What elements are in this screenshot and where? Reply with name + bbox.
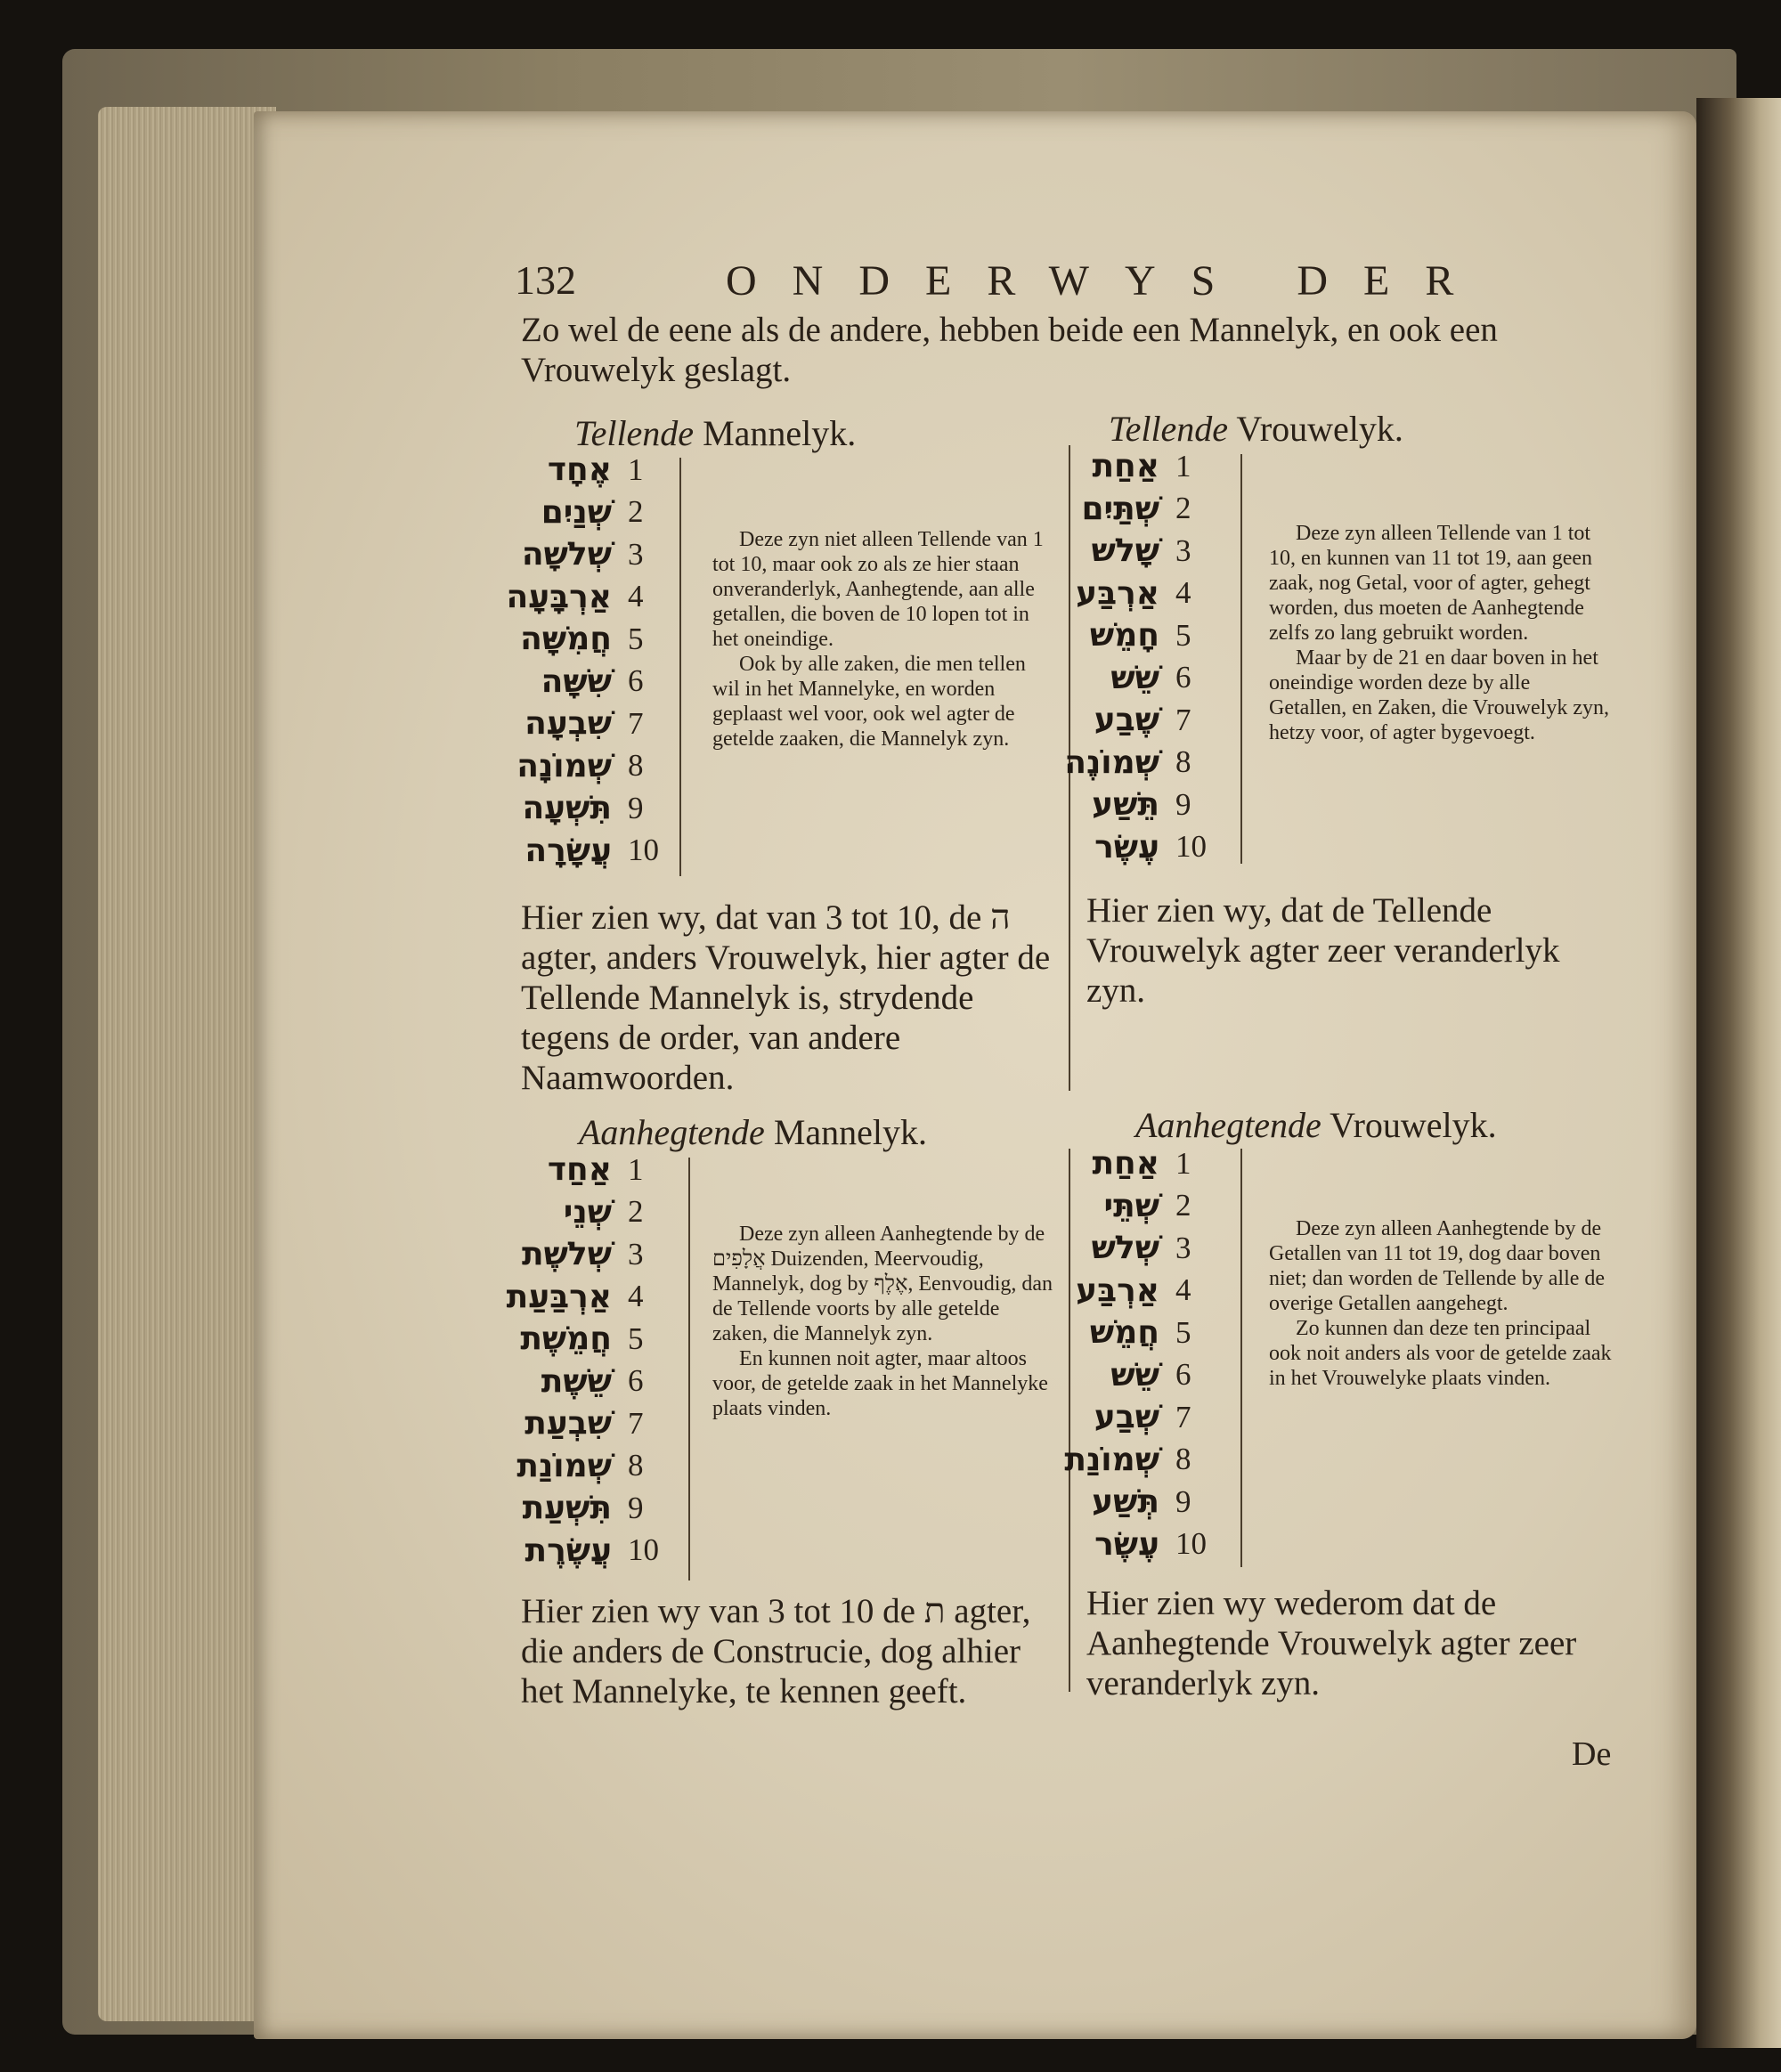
- numeral-row: [1051, 1312, 1224, 1354]
- hebrew-numeral: שְׁמוֹנָה: [516, 747, 612, 784]
- hebrew-numeral: אַרְבַּע: [1076, 574, 1159, 612]
- arabic-numeral: 7: [1175, 1399, 1191, 1434]
- note-paragraph: Zo kunnen dan deze ten principaal ook noit anders als voor de getelde zaak in het Vrouwelyke plaats vinden.: [1269, 1317, 1612, 1390]
- page-number: 132: [515, 257, 576, 303]
- numeral-row: [1051, 742, 1224, 784]
- numeral-row: [499, 830, 677, 873]
- hebrew-numeral: חֲמֵשֶׁת: [520, 1320, 612, 1358]
- hebrew-numeral: שֶׁבַע: [1094, 702, 1159, 739]
- arabic-numeral: 1: [1175, 1145, 1191, 1181]
- arabic-numeral: 8: [628, 1448, 644, 1483]
- arabic-numeral: 4: [1175, 575, 1191, 611]
- numeral-row: [499, 787, 677, 830]
- hebrew-numeral: שָׁלשׁ: [1091, 532, 1159, 570]
- arabic-numeral: 9: [628, 1490, 644, 1525]
- numeral-row: [1051, 488, 1224, 531]
- numeral-list-tellende-mannelyk: [499, 449, 677, 872]
- hebrew-numeral: עֲשָׂרָה: [525, 832, 612, 869]
- arabic-numeral: 3: [628, 536, 644, 572]
- hebrew-numeral: שְׁמוֹנַת: [1064, 1441, 1159, 1478]
- arabic-numeral: 8: [1175, 1442, 1191, 1477]
- arabic-numeral: 8: [628, 748, 644, 784]
- hebrew-numeral: שִׁבְעַת: [525, 1405, 612, 1442]
- note-tellende-vrouwelyk: [1269, 521, 1612, 745]
- hebrew-numeral: אַחַת: [1092, 1145, 1159, 1182]
- column-rule: [679, 458, 681, 876]
- heading-italic: Tellende: [1109, 409, 1229, 449]
- arabic-numeral: 10: [628, 1532, 659, 1568]
- numeral-row: [499, 661, 677, 703]
- arabic-numeral: 7: [628, 705, 644, 741]
- numeral-row: [499, 1530, 677, 1572]
- arabic-numeral: 5: [1175, 617, 1191, 653]
- heading-rest: Mannelyk.: [773, 1112, 927, 1152]
- hebrew-numeral: אַרְבָּעָה: [506, 578, 612, 615]
- page-stack-edge: [98, 107, 276, 2021]
- numeral-row: [499, 1276, 677, 1319]
- arabic-numeral: 10: [1175, 1526, 1207, 1562]
- note-paragraph: Deze zyn alleen Aanhegtende by de Getallen van 11 tot 19, dog daar boven niet; dan worden de Tellende by alle de overige Getallen aangehegt.: [1269, 1217, 1606, 1315]
- arabic-numeral: 5: [1175, 1314, 1191, 1350]
- facing-page-gutter: [1696, 98, 1781, 2048]
- hebrew-numeral: שְׁלשׁ: [1091, 1230, 1159, 1267]
- heading-italic: Aanhegtende: [579, 1112, 765, 1152]
- running-title: ONDERWYS DER: [726, 257, 1490, 305]
- numeral-row: [1051, 1396, 1224, 1439]
- numeral-list-aanhegtende-vrouwelyk: [1051, 1142, 1224, 1565]
- numeral-row: [499, 1445, 677, 1488]
- numeral-row: [499, 1233, 677, 1276]
- catchword: De: [1572, 1735, 1612, 1773]
- hebrew-numeral: חֲמִשָּׁה: [520, 621, 612, 658]
- heading-aanhegtende-vrouwelyk: [1135, 1104, 1497, 1146]
- column-rule: [1240, 1149, 1242, 1567]
- arabic-numeral: 7: [1175, 702, 1191, 737]
- hebrew-numeral: שִׁבְעָה: [525, 705, 612, 743]
- arabic-numeral: 3: [1175, 532, 1191, 568]
- hebrew-numeral: תִּשְׁעָה: [522, 790, 612, 827]
- hebrew-numeral: שְׁנַיִם: [541, 493, 612, 531]
- numeral-list-aanhegtende-mannelyk: [499, 1149, 677, 1572]
- arabic-numeral: 6: [628, 663, 644, 699]
- heading-tellende-mannelyk: [574, 412, 856, 454]
- note-paragraph: Ook by alle zaken, die men tellen wil in het Mannelyke, en worden geplaast wel voor, ook wel agter de getelde zaaken, die Mannelyk zyn.: [712, 653, 1026, 751]
- arabic-numeral: 3: [628, 1236, 644, 1272]
- note-paragraph: Deze zyn niet alleen Tellende van 1 tot 10, maar ook zo als ze hier staan onveranderlyk, Aanhegtende, aan alle getallen, die boven de 10 lopen tot in het oneindige.: [712, 528, 1044, 651]
- conclusion-tellende-vrouwelyk: Hier zien wy, dat de Tellende Vrouwelyk agter zeer veranderlyk zyn.: [1086, 891, 1560, 1010]
- hebrew-numeral: חֲמֵשׁ: [1089, 1314, 1159, 1352]
- numeral-row: [1051, 699, 1224, 742]
- hebrew-numeral: שֵׁשׁ: [1110, 1356, 1159, 1394]
- heading-italic: Aanhegtende: [1135, 1105, 1322, 1145]
- numeral-row: [1051, 657, 1224, 700]
- numeral-row: [1051, 1524, 1224, 1566]
- numeral-row: [1051, 1354, 1224, 1397]
- numeral-row: [499, 1318, 677, 1361]
- hebrew-numeral: תֵּשַׁע: [1092, 786, 1159, 824]
- hebrew-numeral: אַחַת: [1092, 448, 1159, 485]
- heading-rest: Mannelyk.: [703, 413, 857, 453]
- arabic-numeral: 9: [628, 790, 644, 825]
- note-aanhegtende-vrouwelyk: [1269, 1216, 1612, 1391]
- arabic-numeral: 2: [1175, 1188, 1191, 1223]
- arabic-numeral: 9: [1175, 1483, 1191, 1519]
- heading-rest: Vrouwelyk.: [1330, 1105, 1497, 1145]
- numeral-row: [1051, 573, 1224, 615]
- numeral-row: [1051, 1270, 1224, 1312]
- arabic-numeral: 5: [628, 1320, 644, 1356]
- note-paragraph: Maar by de 21 en daar boven in het oneindige worden deze by alle Getallen, en Zaken, die Vrouwelyk zyn, hetzy voor, of agter bygevoegt.: [1269, 646, 1609, 744]
- numeral-row: [1051, 1185, 1224, 1228]
- numeral-row: [499, 492, 677, 534]
- arabic-numeral: 1: [628, 1151, 644, 1187]
- hebrew-numeral: תִּשְׁעַת: [522, 1490, 612, 1527]
- hebrew-numeral: עֲשֶׂרֶת: [525, 1532, 612, 1569]
- arabic-numeral: 5: [628, 621, 644, 656]
- hebrew-numeral: חָמֵשׁ: [1089, 617, 1159, 654]
- arabic-numeral: 10: [1175, 829, 1207, 865]
- heading-aanhegtende-mannelyk: [579, 1111, 927, 1153]
- conclusion-aanhegtende-mannelyk: Hier zien wy van 3 tot 10 de ת agter, die anders de Construcie, dog alhier het Mannelyke, te kennen geeft.: [521, 1592, 1031, 1710]
- numeral-row: [499, 1191, 677, 1234]
- numeral-row: [499, 745, 677, 788]
- arabic-numeral: 2: [1175, 491, 1191, 526]
- arabic-numeral: 6: [628, 1363, 644, 1399]
- arabic-numeral: 2: [628, 1194, 644, 1230]
- note-paragraph: Deze zyn alleen Aanhegtende by de אֲלָפִים Duizenden, Meervoudig, Mannelyk, dog by אֶלֶף, Eenvoudig, dan de Tellende voorts by alle getelde zaken, die Mannelyk zyn.: [712, 1223, 1053, 1345]
- hebrew-numeral: שְׁלשָׁה: [521, 536, 612, 573]
- numeral-row: [1051, 614, 1224, 657]
- numeral-row: [499, 533, 677, 576]
- heading-rest: Vrouwelyk.: [1236, 409, 1403, 449]
- arabic-numeral: 4: [628, 579, 644, 614]
- hebrew-numeral: שֵׁשׁ: [1110, 659, 1159, 696]
- hebrew-numeral: תְּשַׁע: [1092, 1483, 1159, 1521]
- hebrew-numeral: שְׁתַּיִם: [1081, 490, 1159, 527]
- note-paragraph: Deze zyn alleen Tellende van 1 tot 10, en kunnen van 11 tot 19, aan geen zaak, nog Getal, voor of agter, gehegt worden, dus moeten de Aanhegtende zelfs zo lang gebruikt worden.: [1269, 522, 1593, 645]
- numeral-row: [499, 1487, 677, 1530]
- column-rule: [688, 1158, 690, 1580]
- hebrew-numeral: שְׁבַע: [1094, 1399, 1159, 1436]
- arabic-numeral: 4: [1175, 1272, 1191, 1308]
- numeral-row: [499, 703, 677, 745]
- numeral-row: [1051, 826, 1224, 869]
- arabic-numeral: 1: [1175, 448, 1191, 483]
- note-tellende-mannelyk: [712, 527, 1055, 752]
- hebrew-numeral: שֵׁשֶׁת: [541, 1362, 612, 1400]
- numeral-row: [1051, 1142, 1224, 1185]
- hebrew-numeral: עֶשֶׂר: [1094, 828, 1159, 865]
- arabic-numeral: 9: [1175, 786, 1191, 822]
- arabic-numeral: 2: [628, 494, 644, 530]
- hebrew-numeral: שְׁמוֹנַת: [516, 1447, 612, 1484]
- hebrew-numeral: שִׁשָּׁה: [541, 662, 612, 700]
- numeral-row: [1051, 1481, 1224, 1524]
- hebrew-numeral: שְׁתֵּי: [1103, 1187, 1159, 1224]
- arabic-numeral: 8: [1175, 744, 1191, 780]
- hebrew-numeral: שְׁלשֶׁת: [522, 1236, 612, 1273]
- numeral-row: [1051, 445, 1224, 488]
- numeral-row: [499, 618, 677, 661]
- intro-paragraph: Zo wel de eene als de andere, hebben beide een Mannelyk, en ook een Vrouwelyk geslagt.: [521, 311, 1498, 389]
- hebrew-numeral: אַחַד: [547, 1151, 612, 1189]
- hebrew-numeral: עֶשֶׂר: [1094, 1525, 1159, 1563]
- numeral-row: [1051, 1227, 1224, 1270]
- arabic-numeral: 1: [628, 451, 644, 487]
- conclusion-tellende-mannelyk: Hier zien wy, dat van 3 tot 10, de ה agter, anders Vrouwelyk, hier agter de Tellende Mannelyk is, strydende tegens de order, van andere Naamwoorden.: [521, 898, 1051, 1097]
- heading-italic: Tellende: [574, 413, 695, 453]
- numeral-row: [1051, 530, 1224, 573]
- note-aanhegtende-mannelyk: [712, 1222, 1055, 1421]
- hebrew-numeral: אֶחָד: [547, 451, 612, 489]
- numeral-row: [499, 1149, 677, 1191]
- numeral-row: [499, 576, 677, 619]
- hebrew-numeral: אַרְבַּע: [1076, 1272, 1159, 1309]
- hebrew-numeral: שְׁמוֹנֶה: [1064, 743, 1159, 781]
- arabic-numeral: 6: [1175, 1357, 1191, 1393]
- numeral-row: [499, 449, 677, 492]
- arabic-numeral: 3: [1175, 1230, 1191, 1265]
- numeral-list-tellende-vrouwelyk: [1051, 445, 1224, 868]
- numeral-row: [499, 1402, 677, 1445]
- conclusion-aanhegtende-vrouwelyk: Hier zien wy wederom dat de Aanhegtende Vrouwelyk agter zeer veranderlyk zyn.: [1086, 1584, 1577, 1702]
- column-rule: [1240, 454, 1242, 864]
- arabic-numeral: 6: [1175, 660, 1191, 695]
- numeral-row: [1051, 784, 1224, 826]
- note-paragraph: En kunnen noit agter, maar altoos voor, de getelde zaak in het Mannelyke plaats vinden.: [712, 1347, 1048, 1420]
- arabic-numeral: 10: [628, 833, 659, 868]
- numeral-row: [499, 1361, 677, 1403]
- heading-tellende-vrouwelyk: [1109, 408, 1403, 450]
- arabic-numeral: 4: [628, 1279, 644, 1314]
- hebrew-numeral: שְׁנֵי: [563, 1193, 612, 1231]
- numeral-row: [1051, 1439, 1224, 1482]
- hebrew-numeral: אַרְבַּעַת: [506, 1278, 612, 1315]
- arabic-numeral: 7: [628, 1405, 644, 1441]
